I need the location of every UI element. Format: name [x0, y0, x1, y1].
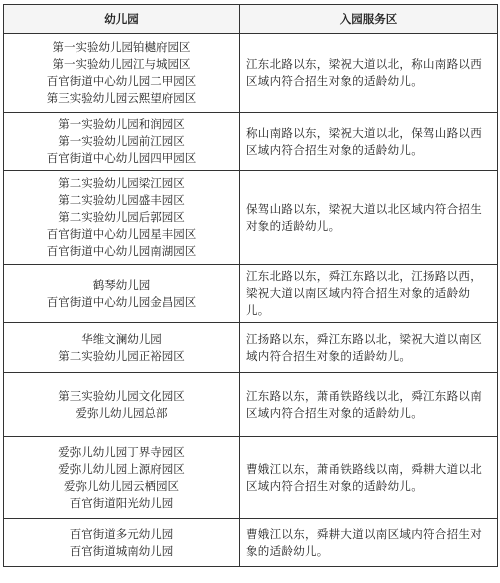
header-service-area: 入园服务区	[240, 5, 498, 34]
kindergarten-cell	[4, 113, 240, 171]
kindergarten-name: 第二实验幼儿园正裕园区	[58, 348, 185, 363]
kindergarten-name: 华维文澜幼儿园	[81, 331, 162, 346]
kindergarten-name: 百官街道城南幼儿园	[69, 543, 174, 558]
kindergarten-name: 百官街道中心幼儿园金昌园区	[46, 294, 197, 309]
kindergarten-name: 第一实验幼儿园前江园区	[58, 134, 185, 148]
kindergarten-name: 第三实验幼儿园云熙望府园区	[46, 91, 197, 105]
kindergarten-name: 百官街道中心幼儿园四甲园区	[46, 151, 197, 165]
kindergarten-name: 爱弥儿幼儿园丁界寺园区	[58, 444, 185, 459]
table-row	[4, 323, 498, 373]
kindergarten-name: 第二实验幼儿园盛丰园区	[58, 193, 185, 207]
kindergarten-name: 第一实验幼儿园江与城园区	[52, 57, 191, 71]
kindergarten-cell	[4, 373, 240, 437]
kindergarten-name: 第一实验幼儿园和润园区	[58, 117, 185, 131]
kindergarten-name: 鹤琴幼儿园	[92, 277, 151, 292]
kindergarten-name: 百官街道多元幼儿园	[69, 526, 174, 541]
kindergarten-name: 百官街道阳光幼儿园	[69, 495, 174, 510]
kindergarten-name: 第二实验幼儿园梁江园区	[58, 176, 185, 190]
table-row	[4, 437, 498, 519]
kindergarten-name: 第二实验幼儿园后郭园区	[58, 210, 185, 224]
service-area-cell: 江东北路以东，梁祝大道以北，称山南路以西区域内符合招生对象的适龄幼儿。	[240, 34, 498, 113]
table-row	[4, 34, 498, 113]
service-area-cell: 江东路以东，萧甬铁路线以北，舜江东路以南区域内符合招生对象的适龄幼儿。	[240, 373, 498, 437]
service-area-cell: 曹娥江以东，舜耕大道以南区域内符合招生对象的适龄幼儿。	[240, 519, 498, 567]
kindergarten-cell	[4, 171, 240, 265]
table-header-row	[4, 5, 498, 34]
kindergarten-name: 百官街道中心幼儿园星丰园区	[46, 227, 197, 241]
kindergarten-cell	[4, 437, 240, 519]
table-row	[4, 171, 498, 265]
service-area-cell: 保驾山路以东，梁祝大道以北区域内符合招生对象的适龄幼儿。	[240, 171, 498, 265]
service-area-cell: 称山南路以东，梁祝大道以北，保驾山路以西区域内符合招生对象的适龄幼儿。	[240, 113, 498, 171]
service-area-cell: 曹娥江以东，萧甬铁路线以南，舜耕大道以北区域内符合招生对象的适龄幼儿。	[240, 437, 498, 519]
table-row	[4, 519, 498, 567]
kindergarten-cell	[4, 34, 240, 113]
kindergarten-cell	[4, 519, 240, 567]
kindergarten-name: 百官街道中心幼儿园二甲园区	[46, 74, 197, 88]
kindergarten-name: 第三实验幼儿园文化园区	[58, 388, 185, 403]
kindergarten-cell	[4, 323, 240, 373]
header-kindergarten: 幼儿园	[4, 5, 240, 34]
table-row	[4, 113, 498, 171]
kindergarten-name: 爱弥儿幼儿园云栖园区	[64, 478, 179, 493]
service-area-cell: 江东北路以东，舜江东路以北，江扬路以西，梁祝大道以南区域内符合招生对象的适龄幼儿。	[240, 265, 498, 323]
service-area-cell: 江扬路以东，舜江东路以北，梁祝大道以南区域内符合招生对象的适龄幼儿。	[240, 323, 498, 373]
kindergarten-name: 第一实验幼儿园铂樾府园区	[52, 40, 191, 54]
kindergarten-cell	[4, 265, 240, 323]
kindergarten-name: 百官街道中心幼儿园南湖园区	[46, 244, 197, 258]
table-row	[4, 373, 498, 437]
kindergarten-name: 爱弥儿幼儿园总部	[75, 405, 168, 420]
table-row	[4, 265, 498, 323]
service-area-table	[3, 4, 498, 567]
service-area-table-container	[3, 4, 497, 567]
kindergarten-name: 爱弥儿幼儿园上源府园区	[58, 461, 185, 476]
